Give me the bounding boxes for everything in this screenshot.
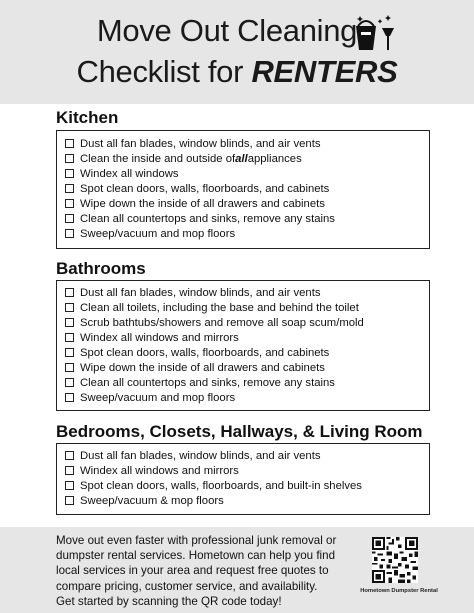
checkbox[interactable]: [65, 348, 74, 357]
bedrooms-checklist: [56, 443, 430, 515]
qr-code[interactable]: [372, 537, 418, 583]
title-prefix: Checklist for: [76, 54, 252, 89]
checkbox[interactable]: [65, 378, 74, 387]
title-emphasis: RENTERS: [251, 54, 398, 89]
bedrooms-heading: Bedrooms, Closets, Hallways, & Living Room: [56, 422, 423, 441]
list-item: Windex all windows and mirrors: [65, 330, 239, 345]
bathrooms-heading: Bathrooms: [56, 259, 146, 278]
list-item: Clean the inside and outside of all appliances: [65, 151, 302, 166]
checkbox[interactable]: [65, 481, 74, 490]
list-item: Dust all fan blades, window blinds, and air vents: [65, 285, 321, 300]
page-title-line2: [0, 53, 474, 91]
checkbox[interactable]: [65, 303, 74, 312]
list-item: Wipe down the inside of all drawers and cabinets: [65, 360, 325, 375]
checkbox[interactable]: [65, 496, 74, 505]
checkbox[interactable]: [65, 139, 74, 148]
checkbox[interactable]: [65, 199, 74, 208]
page-title-line1: Move Out Cleaning: [96, 13, 358, 48]
list-item: Clean all countertops and sinks, remove any stains: [65, 211, 335, 226]
checkbox[interactable]: [65, 393, 74, 402]
checkbox[interactable]: [65, 451, 74, 460]
checkbox[interactable]: [65, 229, 74, 238]
list-item: Spot clean doors, walls, floorboards, and cabinets: [65, 181, 329, 196]
list-item: Dust all fan blades, window blinds, and air vents: [65, 136, 321, 151]
list-item: Windex all windows and mirrors: [65, 463, 239, 478]
kitchen-checklist: [56, 130, 430, 249]
list-item: Dust all fan blades, window blinds, and air vents: [65, 448, 321, 463]
footer-promo-text: Move out even faster with professional junk removal or dumpster rental services. Hometown can help you find local services in your area and request free quotes to compare pricing, customer service, and availability. Get started by scanning the QR code today!: [56, 534, 337, 608]
kitchen-heading: Kitchen: [56, 108, 119, 127]
checkbox[interactable]: [65, 154, 74, 163]
list-item: Wipe down the inside of all drawers and cabinets: [65, 196, 325, 211]
brand-label: Hometown Dumpster Rental: [360, 588, 438, 594]
bathrooms-checklist: [56, 280, 430, 411]
list-item: Windex all windows: [65, 166, 179, 181]
checkbox[interactable]: [65, 333, 74, 342]
cleaning-bucket-icon: [352, 12, 398, 52]
checkbox[interactable]: [65, 466, 74, 475]
list-item: Spot clean doors, walls, floorboards, and cabinets: [65, 345, 329, 360]
list-item: Clean all toilets, including the base and behind the toilet: [65, 300, 359, 315]
checkbox[interactable]: [65, 318, 74, 327]
checkbox[interactable]: [65, 184, 74, 193]
list-item: Sweep/vacuum and mop floors: [65, 390, 235, 405]
checkbox[interactable]: [65, 363, 74, 372]
checkbox[interactable]: [65, 214, 74, 223]
list-item: Sweep/vacuum & mop floors: [65, 493, 224, 508]
list-item: Scrub bathtubs/showers and remove all soap scum/mold: [65, 315, 364, 330]
list-item: Spot clean doors, walls, floorboards, and built-in shelves: [65, 478, 362, 493]
checkbox[interactable]: [65, 288, 74, 297]
checkbox[interactable]: [65, 169, 74, 178]
list-item: Clean all countertops and sinks, remove any stains: [65, 375, 335, 390]
list-item: Sweep/vacuum and mop floors: [65, 226, 235, 241]
